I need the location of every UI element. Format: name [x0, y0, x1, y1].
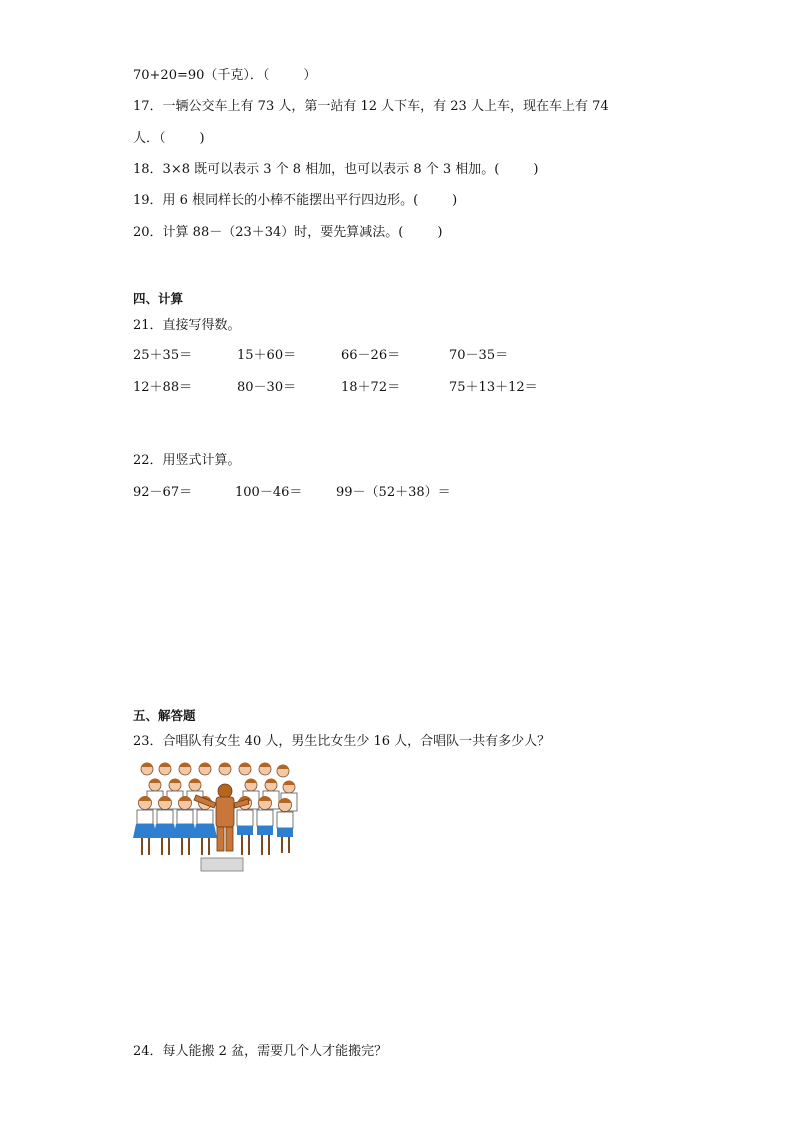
- calc-item: 25＋35＝: [133, 348, 193, 363]
- calc-item: 80－30＝: [237, 380, 297, 395]
- stage-box: [201, 858, 243, 871]
- vertical-calc-item: 100－46＝: [235, 485, 303, 500]
- q23-prompt: 23．合唱队有女生 40 人，男生比女生少 16 人，合唱队一共有多少人？: [133, 734, 551, 749]
- q24-prompt: 24．每人能搬 2 盆，需要几个人才能搬完？: [133, 1044, 388, 1059]
- calc-item: 12＋88＝: [133, 380, 193, 395]
- q18: 18．3×8 既可以表示 3 个 8 相加，也可以表示 8 个 3 相加。( ): [133, 162, 539, 177]
- calc-item: 18＋72＝: [341, 380, 401, 395]
- q17-line2: 人．（ ): [133, 131, 205, 146]
- vertical-calc-item: 99－（52＋38）＝: [336, 485, 451, 500]
- q20: 20．计算 88－（23＋34）时，要先算减法。( ): [133, 225, 443, 240]
- vertical-calc-item: 92－67＝: [133, 485, 193, 500]
- calc-item: 70－35＝: [449, 348, 509, 363]
- calc-item: 75＋13＋12＝: [449, 380, 538, 395]
- q17-line1: 17．一辆公交车上有 73 人，第一站有 12 人下车，有 23 人上车，现在车上有 74: [133, 99, 609, 114]
- section-5-heading: 五、解答题: [133, 708, 196, 723]
- q19: 19．用 6 根同样长的小棒不能摆出平行四边形。( ): [133, 193, 458, 208]
- q21-prompt: 21．直接写得数。: [133, 318, 241, 333]
- q22-prompt: 22．用竖式计算。: [133, 453, 241, 468]
- calc-item: 66－26＝: [341, 348, 401, 363]
- choir-illustration: [133, 757, 299, 877]
- calc-item: 15＋60＝: [237, 348, 297, 363]
- q16-tail: 70+20=90（千克）．（ ）: [133, 68, 317, 83]
- section-4-heading: 四、计算: [133, 291, 184, 306]
